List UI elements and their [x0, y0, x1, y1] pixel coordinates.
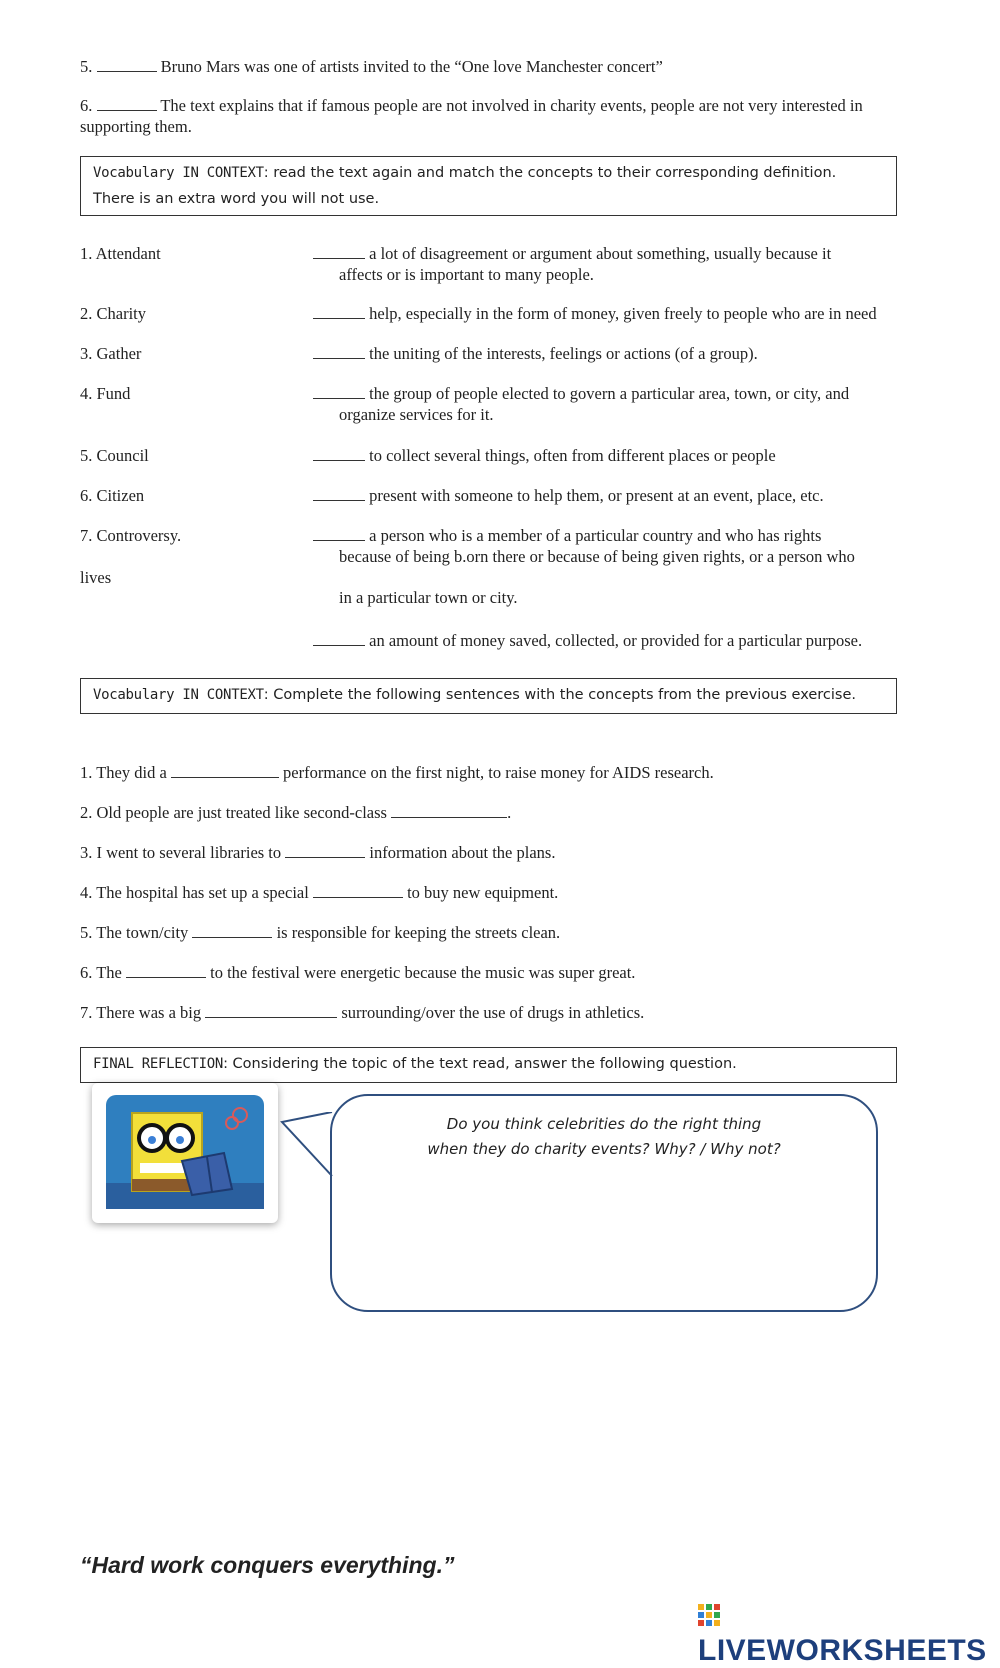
tf-statement: Bruno Mars was one of artists invited to the “One love Manchester concert” [160, 57, 663, 76]
definition-item [313, 383, 933, 425]
sentence-text: to buy new equipment. [402, 883, 559, 902]
definition-text-cont: organize services for it. [339, 405, 494, 424]
sentence-blank[interactable] [205, 1003, 337, 1018]
definition-text-cont: in a particular town or city. [339, 588, 518, 607]
definition-item [313, 303, 933, 324]
word-item: 6. Citizen [80, 486, 145, 505]
sentence-text: 1. They did a [80, 763, 171, 782]
tf-number: 5. [80, 57, 93, 76]
vocab-match-heading [80, 156, 897, 216]
reflection-question-cont: when they do charity events? Why? / Why not? [427, 1140, 781, 1158]
sentence-item [80, 762, 714, 783]
definition-text: help, especially in the form of money, given freely to people who are in need [369, 304, 877, 323]
reading-character-picture [92, 1083, 278, 1223]
tf-answer-blank[interactable] [97, 96, 157, 111]
definition-blank[interactable] [313, 526, 365, 541]
sentence-blank[interactable] [192, 923, 272, 938]
sentence-text: surrounding/over the use of drugs in athletics. [337, 1003, 645, 1022]
definition-text: a lot of disagreement or argument about something, usually because it [369, 244, 832, 263]
definition-text-cont: because of being b.orn there or because of being given rights, or a person who [339, 547, 855, 566]
sentence-blank[interactable] [391, 803, 507, 818]
word-item: 2. Charity [80, 304, 146, 323]
heading-instruction: : Complete the following sentences with the concepts from the previous exercise. [263, 687, 856, 703]
sentence-item [80, 922, 560, 943]
definition-blank[interactable] [313, 384, 365, 399]
speech-bubble-tail [270, 1112, 334, 1182]
sentence-text: 2. Old people are just treated like second-class [80, 803, 392, 822]
heading-instruction-2: There is an extra word you will not use. [93, 191, 380, 207]
definition-blank[interactable] [313, 304, 365, 319]
logo-icon [698, 1602, 720, 1624]
definition-text: present with someone to help them, or present at an event, place, etc. [369, 486, 824, 505]
word-item: 4. Fund [80, 384, 131, 403]
liveworksheets-logo[interactable] [698, 1600, 1000, 1668]
heading-label: FINAL REFLECTION [93, 1056, 224, 1072]
heading-instruction: : read the text again and match the concepts to their corresponding definition. [263, 165, 837, 181]
definition-blank[interactable] [313, 244, 365, 259]
definition-item [313, 343, 933, 364]
definition-text: an amount of money saved, collected, or provided for a particular purpose. [369, 631, 863, 650]
heading-label: Vocabulary IN CONTEXT [93, 687, 264, 703]
sentence-text: performance on the first night, to raise money for AIDS research. [278, 763, 714, 782]
definition-item [313, 445, 933, 466]
logo-text: LIVEWORKSHEETS [698, 1634, 987, 1667]
definition-text: the group of people elected to govern a particular area, town, or city, and [369, 384, 850, 403]
word-item-stray: lives [80, 568, 112, 587]
sentence-text: 4. The hospital has set up a special [80, 883, 313, 902]
definition-blank[interactable] [313, 631, 365, 646]
tf-number: 6. [80, 96, 93, 115]
definition-item [313, 243, 933, 285]
sentence-text: 6. The [80, 963, 126, 982]
sentence-text: information about the plans. [365, 843, 556, 862]
reflection-question: Do you think celebrities do the right thing [446, 1115, 762, 1133]
definition-text: to collect several things, often from different places or people [369, 446, 776, 465]
sentence-blank[interactable] [126, 963, 206, 978]
tf-item-5 [80, 56, 663, 77]
tf-statement-cont: supporting them. [80, 117, 192, 136]
sentence-text: to the festival were energetic because the music was super great. [205, 963, 636, 982]
sentence-text: is responsible for keeping the streets clean. [272, 923, 561, 942]
sentence-item [80, 962, 635, 983]
definition-item [313, 485, 933, 506]
tf-statement: The text explains that if famous people are not involved in charity events, people are not very interested in [160, 96, 863, 115]
sentence-blank[interactable] [313, 883, 403, 898]
definition-text: a person who is a member of a particular country and who has rights [369, 526, 822, 545]
word-item: 1. Attendant [80, 244, 161, 263]
sentence-blank[interactable] [171, 763, 279, 778]
heading-label: Vocabulary IN CONTEXT [93, 165, 264, 181]
sentence-item [80, 842, 555, 863]
definition-blank[interactable] [313, 446, 365, 461]
definition-blank[interactable] [313, 486, 365, 501]
reflection-heading [80, 1047, 897, 1083]
word-item: 3. Gather [80, 344, 142, 363]
definition-text: the uniting of the interests, feelings or actions (of a group). [369, 344, 758, 363]
definition-item [313, 525, 933, 608]
definition-blank[interactable] [313, 344, 365, 359]
definition-text-cont: affects or is important to many people. [339, 265, 594, 284]
sentence-text: 7. There was a big [80, 1003, 206, 1022]
sentence-item [80, 882, 558, 903]
sentence-text: 5. The town/city [80, 923, 193, 942]
vocab-complete-heading [80, 678, 897, 714]
definition-item [313, 630, 933, 651]
motivational-quote: “Hard work conquers everything.” [80, 1552, 455, 1578]
reading-character-illustration [92, 1083, 278, 1223]
sentence-item [80, 802, 511, 823]
speech-bubble[interactable] [330, 1094, 878, 1312]
sentence-text: 3. I went to several libraries to [80, 843, 286, 862]
sentence-text: . [507, 803, 512, 822]
heading-instruction: : Considering the topic of the text read, answer the following question. [223, 1056, 737, 1072]
tf-answer-blank[interactable] [97, 57, 157, 72]
tf-item-6 [80, 95, 940, 137]
word-item: 5. Council [80, 446, 149, 465]
word-item: 7. Controversy. [80, 526, 182, 545]
sentence-item [80, 1002, 644, 1023]
sentence-blank[interactable] [285, 843, 365, 858]
